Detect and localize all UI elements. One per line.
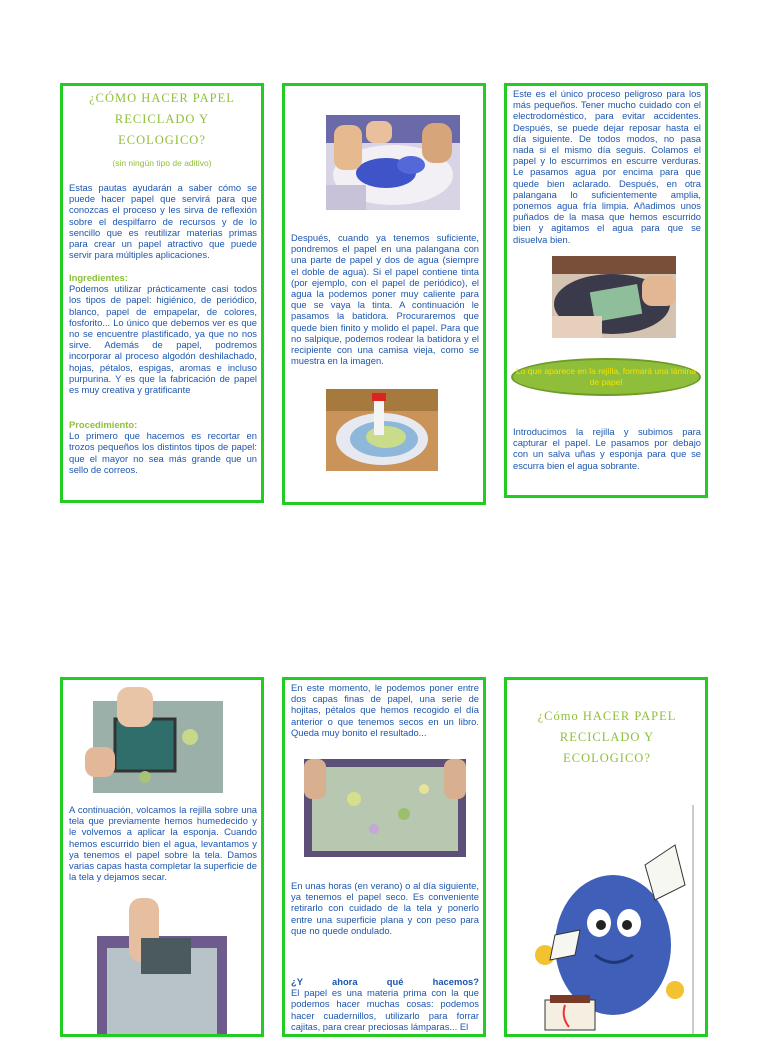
cover-title: ¿Cómo HACER PAPEL RECICLADO Y ECOLOGICO? bbox=[537, 709, 677, 765]
panel-4 bbox=[60, 677, 264, 1037]
panel-3 bbox=[504, 83, 708, 498]
recycling-mascot-illustration bbox=[525, 805, 695, 1037]
blending-instructions: Después, cuando ya tenemos suficiente, pondremos el papel en una palangana con una parte de papel y dos de agua (siempre el doble de agua). Si el papel contiene tinta (por ejemplo, con el papel de periódico), el agua la podemos poner muy caliente para que se vaya la tinta. A continuación le pasamos la batidora. Procuraremos que quede bien finito y molido el papel. Para que no salpique, podemos rodear la batidora y el recipiente con una camisa vieja, como se muestra en la imagen. bbox=[291, 232, 479, 367]
panel-5 bbox=[282, 677, 486, 1037]
brochure-subtitle: (sin ningún tipo de aditivo) bbox=[112, 158, 212, 168]
intro-paragraph: Estas pautas ayudarán a saber cómo se puede hacer papel que servirá para que conozcas el proceso y les sirva de reflexión sobre el despilfarro de recursos y de lo sencillo que es reutilizar materias primas para crear un papel atractivo que puede servir para múltiples aplicaciones. bbox=[69, 182, 257, 261]
photo-screen-in-water bbox=[552, 256, 676, 338]
info-oval: Lo que aparece en la rejilla, formará una lámina de papel bbox=[511, 358, 701, 396]
uses-text: El papel es una materia prima con la que podemos hacer muchas cosas: podemos hacer cuadernillos, utilizarlo para forrar cajitas, para crear preciosas lámparas... El bbox=[291, 987, 479, 1032]
photo-blender-bowl bbox=[326, 389, 438, 471]
panel-6 bbox=[504, 677, 708, 1037]
photo-drying-sheet bbox=[304, 759, 466, 857]
panel-1 bbox=[60, 83, 264, 503]
ingredients-section bbox=[69, 272, 257, 395]
photo-pressing-screen bbox=[85, 687, 231, 797]
uses-question: ¿Y ahora qué hacemos? bbox=[291, 976, 479, 987]
panel-2 bbox=[282, 83, 486, 505]
ingredients-text: Podemos utilizar prácticamente casi todos los tipos de papel: higiénico, de periódico, blanco, papel de empapelar, de colores, fosforito... Lo único que debemos ver es que no se encuentre plastificado, ya que no nos sirve. Además de papel, podremos incorporar al proceso algodón deshilachado, hojas, pétalos, espigas, aromas e incluso purpurina. Y es que la fabricación de papel es muy creativa y gratificante bbox=[69, 283, 257, 396]
procedure-heading: Procedimiento: bbox=[69, 419, 138, 430]
procedure-text: Lo primero que hacemos es recortar en trozos pequeños los distintos tipos de papel: que el mayor no sea más grande que un sello de correos. bbox=[69, 430, 257, 475]
screen-instructions: Introducimos la rejilla y subimos para capturar el papel. Le pasamos por debajo con un salva uñas y esponja para que se escurra bien el agua sobrante. bbox=[513, 426, 701, 471]
safety-paragraph: Este es el único proceso peligroso para los más pequeños. Tener mucho cuidado con el electrodoméstico, para evitar accidentes. Después, se puede dejar reposar hasta el día siguiente. De todos modos, no pasa nada si el mismo día seguis. Colamos el papel y lo escurrimos en escurre verduras. Le pasamos agua por encima para que quede bien aclarado. Después, en otra palangana lo suficientemente amplia, ponemos agua fría limpia. Añadimos unos puñados de la masa que hemos escurrido bien y agitamos el agua para que se disuelva bien. bbox=[513, 88, 701, 245]
petals-paragraph: En este momento, le podemos poner entre dos capas finas de papel, una serie de hojitas, pétalos que hemos recogido el día anterior o que tenemos secos en un libro. Queda muy bonito el resultado... bbox=[291, 682, 479, 738]
procedure-section bbox=[69, 419, 257, 475]
photo-sheet-on-cloth bbox=[97, 898, 227, 1037]
photo-tearing-paper bbox=[326, 115, 460, 210]
brochure-title: ¿CÓMO HACER PAPEL RECICLADO Y ECOLOGICO? bbox=[89, 91, 235, 147]
drying-paragraph: En unas horas (en verano) o al día siguiente, ya tenemos el papel seco. Es conveniente retirarlo con cuidado de la tela y ponerlo entre una superficie plana y con peso para que no quede ondulado. bbox=[291, 880, 479, 936]
ingredients-heading: Ingredientes: bbox=[69, 272, 128, 283]
couching-instructions: A continuación, volcamos la rejilla sobre una tela que previamente hemos humedecido y le volvemos a aplicar la esponja. Cuando hemos escurrido bien el agua, levantamos y ya tenemos el papel sobre la tela. Damos varias capas hasta completar la superficie de la tela y dejamos secar. bbox=[69, 804, 257, 883]
